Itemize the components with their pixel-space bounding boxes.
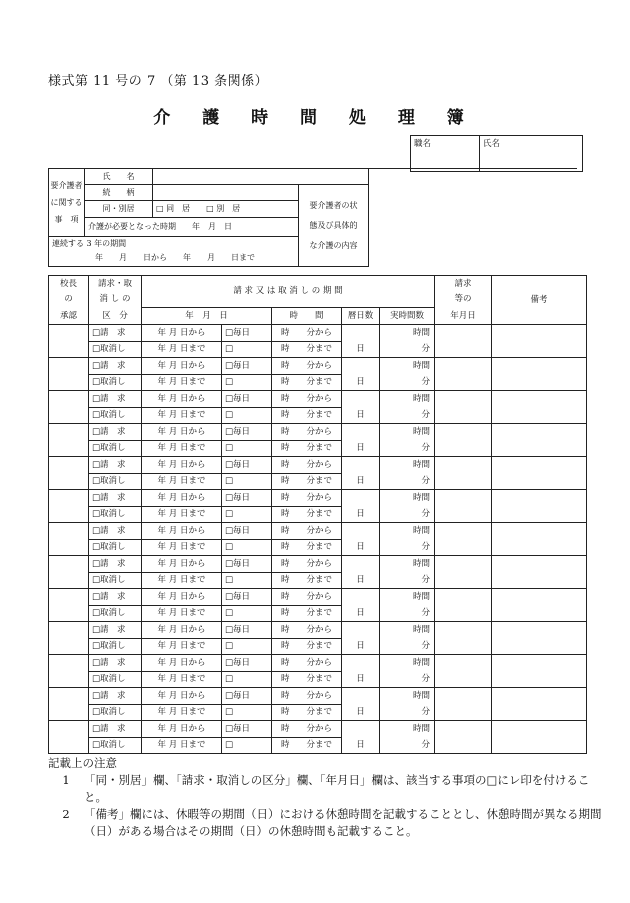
request-checkbox[interactable]: □請 求 — [89, 490, 142, 507]
principal-header-2: の — [49, 292, 89, 308]
time-from: 時 分から — [272, 523, 342, 540]
three-year-label: 連続する 3 年の期間 — [49, 237, 299, 251]
daily-checkbox[interactable]: □毎日 — [222, 721, 272, 738]
relation-field[interactable] — [153, 185, 299, 201]
date-from: 年 月 日から — [142, 655, 222, 672]
three-year-period[interactable]: 年 月 日から 年 月 日まで — [49, 251, 299, 267]
request-date-cell[interactable] — [435, 589, 492, 622]
time-to: 時 分まで — [272, 671, 342, 688]
note-item — [48, 806, 608, 840]
days-cell-top — [342, 556, 380, 573]
note-number: 1 — [62, 773, 70, 787]
entry-row-request — [49, 391, 587, 408]
condition-label: 要介護者の状 態及び具体的 な介護の内容 — [299, 185, 369, 267]
entry-row-request — [49, 655, 587, 672]
cancel-checkbox[interactable]: □取消し — [89, 341, 142, 358]
time-to: 時 分まで — [272, 473, 342, 490]
form-number-label: 様式第 11 号の 7 （第 13 条関係） — [48, 74, 269, 89]
request-checkbox[interactable]: □請 求 — [89, 688, 142, 705]
request-date-cell[interactable] — [435, 688, 492, 721]
days-unit: 日 — [342, 374, 380, 391]
request-date-cell[interactable] — [435, 523, 492, 556]
cancel-checkbox[interactable]: □取消し — [89, 605, 142, 622]
minutes-unit: 分 — [380, 440, 435, 457]
request-date-cell[interactable] — [435, 424, 492, 457]
daily-checkbox[interactable]: □毎日 — [222, 523, 272, 540]
recipient-side-label: 要介護者 に関する 事 項 — [49, 169, 85, 237]
hours-unit: 時間 — [380, 556, 435, 573]
remarks-cell[interactable] — [492, 490, 587, 523]
days-unit: 日 — [342, 341, 380, 358]
days-cell-top — [342, 655, 380, 672]
daily-checkbox[interactable]: □毎日 — [222, 457, 272, 474]
time-from: 時 分から — [272, 391, 342, 408]
principal-approval-cell[interactable] — [49, 325, 89, 358]
remarks-cell[interactable] — [492, 721, 587, 754]
hours-column-header: 実時間数 — [380, 308, 435, 325]
entry-row-request — [49, 325, 587, 342]
principal-approval-cell[interactable] — [49, 556, 89, 589]
request-date-header-3: 年月日 — [435, 308, 492, 325]
cancel-checkbox[interactable]: □取消し — [89, 671, 142, 688]
remarks-cell[interactable] — [492, 358, 587, 391]
minutes-unit: 分 — [380, 341, 435, 358]
empty-checkbox[interactable]: □ — [222, 704, 272, 721]
hours-unit: 時間 — [380, 655, 435, 672]
request-date-header-2: 等の — [435, 292, 492, 308]
date-from: 年 月 日から — [142, 688, 222, 705]
entry-row-request — [49, 490, 587, 507]
days-unit: 日 — [342, 704, 380, 721]
principal-approval-cell[interactable] — [49, 589, 89, 622]
hours-unit: 時間 — [380, 391, 435, 408]
days-unit: 日 — [342, 506, 380, 523]
cancel-checkbox[interactable]: □取消し — [89, 473, 142, 490]
remarks-cell[interactable] — [492, 523, 587, 556]
empty-checkbox[interactable]: □ — [222, 671, 272, 688]
entry-row-request — [49, 622, 587, 639]
time-to: 時 分まで — [272, 341, 342, 358]
info-blank-area — [369, 169, 577, 267]
note-text: 「備考」欄には、休暇等の期間（日）における休憩時間を記載することとし、休憩時間が異なる期間（日）がある場合はその期間（日）の休憩時間も記載すること。 — [84, 807, 602, 838]
days-unit: 日 — [342, 605, 380, 622]
request-checkbox[interactable]: □請 求 — [89, 556, 142, 573]
date-to: 年 月 日まで — [142, 374, 222, 391]
date-from: 年 月 日から — [142, 589, 222, 606]
minutes-unit: 分 — [380, 407, 435, 424]
days-column-header: 暦日数 — [342, 308, 380, 325]
empty-checkbox[interactable]: □ — [222, 572, 272, 589]
days-cell-top — [342, 589, 380, 606]
remarks-cell[interactable] — [492, 325, 587, 358]
entry-row-request — [49, 358, 587, 375]
cancel-checkbox[interactable]: □取消し — [89, 704, 142, 721]
time-from: 時 分から — [272, 325, 342, 342]
entry-row-request — [49, 688, 587, 705]
date-to: 年 月 日まで — [142, 539, 222, 556]
minutes-unit: 分 — [380, 374, 435, 391]
remarks-cell[interactable] — [492, 589, 587, 622]
date-to: 年 月 日まで — [142, 341, 222, 358]
remarks-cell[interactable] — [492, 424, 587, 457]
remarks-cell[interactable] — [492, 457, 587, 490]
cancel-checkbox[interactable]: □取消し — [89, 440, 142, 457]
time-from: 時 分から — [272, 589, 342, 606]
minutes-unit: 分 — [380, 704, 435, 721]
empty-checkbox[interactable]: □ — [222, 374, 272, 391]
kind-header: 請求・取 — [89, 276, 142, 292]
remarks-cell[interactable] — [492, 391, 587, 424]
hours-unit: 時間 — [380, 424, 435, 441]
entry-row-request — [49, 589, 587, 606]
date-from: 年 月 日から — [142, 358, 222, 375]
days-unit: 日 — [342, 473, 380, 490]
time-from: 時 分から — [272, 490, 342, 507]
days-cell-top — [342, 391, 380, 408]
hours-unit: 時間 — [380, 589, 435, 606]
empty-checkbox[interactable]: □ — [222, 473, 272, 490]
time-from: 時 分から — [272, 457, 342, 474]
signature-table — [410, 135, 583, 172]
minutes-unit: 分 — [380, 638, 435, 655]
note-number: 2 — [62, 807, 70, 821]
request-checkbox[interactable]: □請 求 — [89, 325, 142, 342]
date-to: 年 月 日まで — [142, 506, 222, 523]
days-unit: 日 — [342, 407, 380, 424]
date-column-header: 年 月 日 — [142, 308, 272, 325]
principal-approval-cell[interactable] — [49, 457, 89, 490]
principal-approval-cell[interactable] — [49, 358, 89, 391]
request-checkbox[interactable]: □請 求 — [89, 523, 142, 540]
minutes-unit: 分 — [380, 671, 435, 688]
days-unit: 日 — [342, 440, 380, 457]
days-cell-top — [342, 622, 380, 639]
date-to: 年 月 日まで — [142, 407, 222, 424]
days-cell-top — [342, 325, 380, 342]
entry-row-request — [49, 556, 587, 573]
date-to: 年 月 日まで — [142, 737, 222, 754]
request-checkbox[interactable]: □請 求 — [89, 391, 142, 408]
request-date-cell[interactable] — [435, 622, 492, 655]
request-checkbox[interactable]: □請 求 — [89, 457, 142, 474]
remarks-cell[interactable] — [492, 622, 587, 655]
request-checkbox[interactable]: □請 求 — [89, 424, 142, 441]
notes-heading: 記載上の注意 — [48, 756, 117, 770]
cancel-checkbox[interactable]: □取消し — [89, 638, 142, 655]
request-checkbox[interactable]: □請 求 — [89, 358, 142, 375]
time-to: 時 分まで — [272, 407, 342, 424]
note-item — [48, 772, 608, 806]
days-unit: 日 — [342, 572, 380, 589]
days-unit: 日 — [342, 539, 380, 556]
daily-checkbox[interactable]: □毎日 — [222, 622, 272, 639]
recipient-name-field[interactable] — [153, 169, 369, 185]
daily-checkbox[interactable]: □毎日 — [222, 688, 272, 705]
principal-header: 校長 — [49, 276, 89, 292]
empty-checkbox[interactable]: □ — [222, 605, 272, 622]
time-to: 時 分まで — [272, 374, 342, 391]
hours-unit: 時間 — [380, 622, 435, 639]
kind-header-2: 消 し の — [89, 292, 142, 308]
remarks-cell[interactable] — [492, 688, 587, 721]
minutes-unit: 分 — [380, 605, 435, 622]
principal-approval-cell[interactable] — [49, 622, 89, 655]
date-to: 年 月 日まで — [142, 473, 222, 490]
time-from: 時 分から — [272, 358, 342, 375]
daily-checkbox[interactable]: □毎日 — [222, 358, 272, 375]
empty-checkbox[interactable]: □ — [222, 407, 272, 424]
time-to: 時 分まで — [272, 539, 342, 556]
living-options[interactable]: □ 同 居 □ 別 居 — [153, 201, 299, 218]
entry-row-request — [49, 523, 587, 540]
cancel-checkbox[interactable]: □取消し — [89, 374, 142, 391]
time-to: 時 分まで — [272, 572, 342, 589]
date-from: 年 月 日から — [142, 556, 222, 573]
principal-approval-cell[interactable] — [49, 655, 89, 688]
request-checkbox[interactable]: □請 求 — [89, 721, 142, 738]
entry-row-request — [49, 457, 587, 474]
minutes-unit: 分 — [380, 539, 435, 556]
relation-label: 続 柄 — [85, 185, 153, 201]
request-date-cell[interactable] — [435, 655, 492, 688]
time-from: 時 分から — [272, 622, 342, 639]
hours-unit: 時間 — [380, 490, 435, 507]
date-from: 年 月 日から — [142, 622, 222, 639]
remarks-cell[interactable] — [492, 556, 587, 589]
date-from: 年 月 日から — [142, 523, 222, 540]
request-date-cell[interactable] — [435, 457, 492, 490]
request-checkbox[interactable]: □請 求 — [89, 589, 142, 606]
minutes-unit: 分 — [380, 572, 435, 589]
time-to: 時 分まで — [272, 638, 342, 655]
request-checkbox[interactable]: □請 求 — [89, 655, 142, 672]
days-cell-top — [342, 721, 380, 738]
empty-checkbox[interactable]: □ — [222, 638, 272, 655]
cancel-checkbox[interactable]: □取消し — [89, 737, 142, 754]
hours-unit: 時間 — [380, 688, 435, 705]
date-to: 年 月 日まで — [142, 572, 222, 589]
date-to: 年 月 日まで — [142, 671, 222, 688]
notes-section — [48, 755, 608, 840]
date-from: 年 月 日から — [142, 325, 222, 342]
period-header: 請 求 又 は 取 消 し の 期 間 — [142, 276, 435, 308]
date-from: 年 月 日から — [142, 457, 222, 474]
time-to: 時 分まで — [272, 506, 342, 523]
empty-checkbox[interactable]: □ — [222, 440, 272, 457]
minutes-unit: 分 — [380, 737, 435, 754]
minutes-unit: 分 — [380, 506, 435, 523]
note-text: 「同・別居」欄、「請求・取消しの区分」欄、「年月日」欄は、該当する事項の□にレ印を付けること。 — [84, 773, 590, 804]
recipient-name-label: 氏 名 — [85, 169, 153, 185]
date-to: 年 月 日まで — [142, 605, 222, 622]
hours-unit: 時間 — [380, 721, 435, 738]
date-from: 年 月 日から — [142, 490, 222, 507]
empty-checkbox[interactable]: □ — [222, 341, 272, 358]
time-from: 時 分から — [272, 424, 342, 441]
care-time-table — [48, 275, 587, 754]
living-label: 同・別居 — [85, 201, 153, 218]
daily-checkbox[interactable]: □毎日 — [222, 556, 272, 573]
request-date-cell[interactable] — [435, 556, 492, 589]
hours-unit: 時間 — [380, 457, 435, 474]
kind-header-3: 区 分 — [89, 308, 142, 325]
principal-approval-cell[interactable] — [49, 523, 89, 556]
principal-approval-cell[interactable] — [49, 391, 89, 424]
time-to: 時 分まで — [272, 704, 342, 721]
hours-unit: 時間 — [380, 358, 435, 375]
position-label: 職名 — [411, 136, 480, 172]
daily-checkbox[interactable]: □毎日 — [222, 589, 272, 606]
date-to: 年 月 日まで — [142, 638, 222, 655]
principal-approval-cell[interactable] — [49, 688, 89, 721]
time-to: 時 分まで — [272, 737, 342, 754]
days-unit: 日 — [342, 638, 380, 655]
principal-approval-cell[interactable] — [49, 721, 89, 754]
days-unit: 日 — [342, 671, 380, 688]
remarks-cell[interactable] — [492, 655, 587, 688]
name-label: 氏名 — [480, 136, 583, 172]
date-from: 年 月 日から — [142, 391, 222, 408]
empty-checkbox[interactable]: □ — [222, 506, 272, 523]
date-from: 年 月 日から — [142, 424, 222, 441]
entry-row-request — [49, 721, 587, 738]
request-date-cell[interactable] — [435, 358, 492, 391]
date-to: 年 月 日まで — [142, 440, 222, 457]
request-date-cell[interactable] — [435, 391, 492, 424]
remarks-header: 備考 — [492, 276, 587, 325]
cancel-checkbox[interactable]: □取消し — [89, 506, 142, 523]
request-date-cell[interactable] — [435, 325, 492, 358]
principal-approval-cell[interactable] — [49, 424, 89, 457]
care-recipient-info-table — [48, 168, 577, 267]
time-to: 時 分まで — [272, 440, 342, 457]
date-to: 年 月 日まで — [142, 704, 222, 721]
daily-checkbox[interactable]: □毎日 — [222, 424, 272, 441]
time-from: 時 分から — [272, 721, 342, 738]
daily-checkbox[interactable]: □毎日 — [222, 325, 272, 342]
cancel-checkbox[interactable]: □取消し — [89, 407, 142, 424]
days-cell-top — [342, 523, 380, 540]
request-checkbox[interactable]: □請 求 — [89, 622, 142, 639]
principal-header-3: 承認 — [49, 308, 89, 325]
time-column-header: 時 間 — [272, 308, 342, 325]
time-to: 時 分まで — [272, 605, 342, 622]
days-cell-top — [342, 424, 380, 441]
empty-checkbox[interactable]: □ — [222, 737, 272, 754]
days-unit: 日 — [342, 737, 380, 754]
minutes-unit: 分 — [380, 473, 435, 490]
daily-checkbox[interactable]: □毎日 — [222, 655, 272, 672]
request-date-cell[interactable] — [435, 721, 492, 754]
cancel-checkbox[interactable]: □取消し — [89, 572, 142, 589]
days-cell-top — [342, 457, 380, 474]
hours-unit: 時間 — [380, 523, 435, 540]
document-title: 介 護 時 間 処 理 簿 — [153, 108, 477, 128]
empty-checkbox[interactable]: □ — [222, 539, 272, 556]
request-date-header: 請求 — [435, 276, 492, 292]
time-from: 時 分から — [272, 688, 342, 705]
request-date-cell[interactable] — [435, 490, 492, 523]
days-cell-top — [342, 358, 380, 375]
entry-row-request — [49, 424, 587, 441]
daily-checkbox[interactable]: □毎日 — [222, 391, 272, 408]
time-from: 時 分から — [272, 556, 342, 573]
daily-checkbox[interactable]: □毎日 — [222, 490, 272, 507]
days-cell-top — [342, 490, 380, 507]
time-from: 時 分から — [272, 655, 342, 672]
hours-unit: 時間 — [380, 325, 435, 342]
principal-approval-cell[interactable] — [49, 490, 89, 523]
care-needed-row: 介護が必要となった時期 年 月 日 — [85, 218, 299, 237]
days-cell-top — [342, 688, 380, 705]
date-from: 年 月 日から — [142, 721, 222, 738]
cancel-checkbox[interactable]: □取消し — [89, 539, 142, 556]
